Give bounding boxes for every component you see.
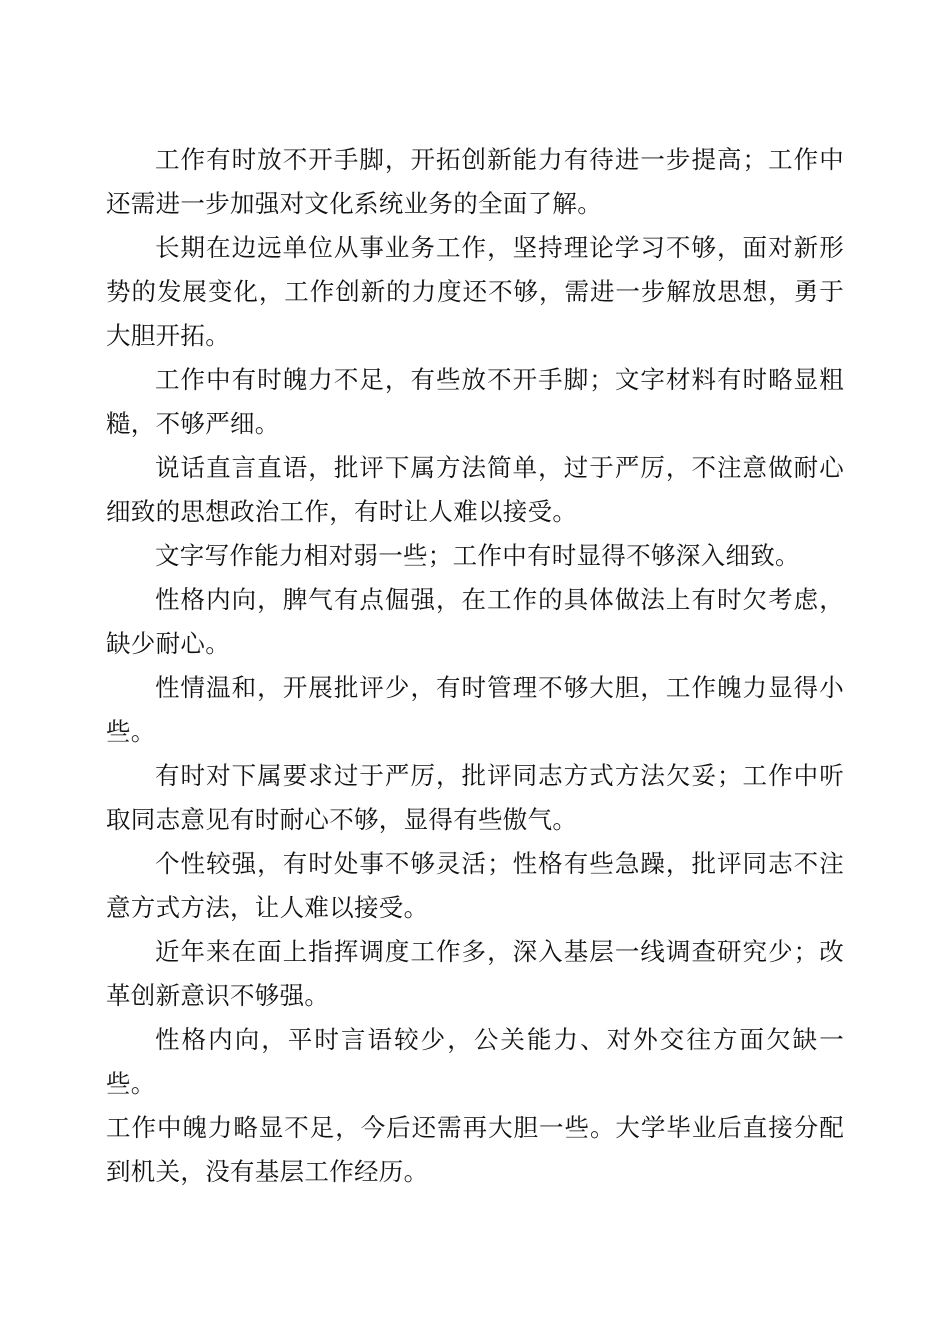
paragraph-10: 近年来在面上指挥调度工作多，深入基层一线调查研究少；改革创新意识不够强。: [106, 937, 844, 1010]
paragraph-3: 工作中有时魄力不足，有些放不开手脚；文字材料有时略显粗糙，不够严细。: [106, 365, 844, 438]
paragraph-4: 说话直言直语，批评下属方法简单，过于严厉，不注意做耐心细致的思想政治工作，有时让人难以接受。: [106, 453, 844, 526]
paragraph-5: 文字写作能力相对弱一些；工作中有时显得不够深入细致。: [155, 541, 800, 570]
paragraph-2: 长期在边远单位从事业务工作，坚持理论学习不够，面对新形势的发展变化，工作创新的力度还不够，需进一步解放思想，勇于大胆开拓。: [106, 233, 844, 350]
paragraph-8: 有时对下属要求过于严厉，批评同志方式方法欠妥；工作中听取同志意见有时耐心不够，显得有些傲气。: [106, 761, 844, 834]
paragraph-1: 工作有时放不开手脚，开拓创新能力有待进一步提高；工作中还需进一步加强对文化系统业务的全面了解。: [106, 145, 844, 218]
paragraph-12: 工作中魄力略显不足，今后还需再大胆一些。大学毕业后直接分配到机关，没有基层工作经历。: [106, 1113, 844, 1186]
paragraph-6: 性格内向，脾气有点倔强，在工作的具体做法上有时欠考虑，缺少耐心。: [106, 585, 844, 658]
paragraph-7: 性情温和，开展批评少，有时管理不够大胆，工作魄力显得小些。: [106, 673, 844, 746]
paragraph-9: 个性较强，有时处事不够灵活；性格有些急躁，批评同志不注意方式方法，让人难以接受。: [106, 849, 844, 922]
paragraph-11: 性格内向，平时言语较少，公关能力、对外交往方面欠缺一些。: [106, 1025, 844, 1098]
document-body: [106, 138, 844, 1194]
